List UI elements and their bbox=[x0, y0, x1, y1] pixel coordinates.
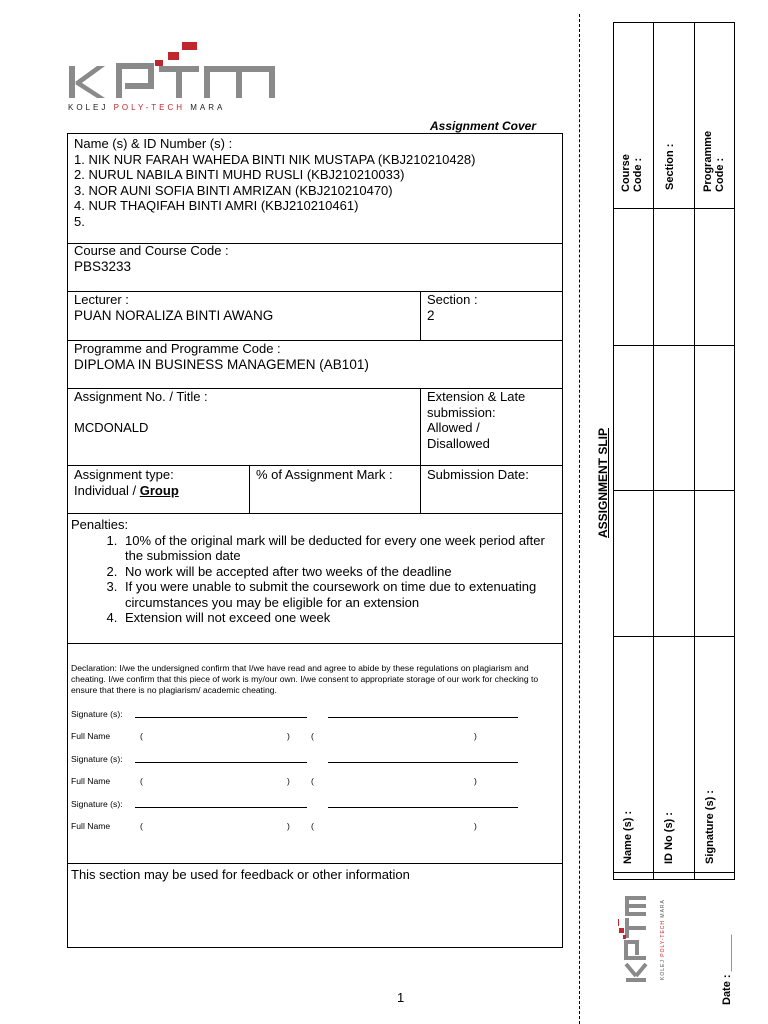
programme-section bbox=[74, 341, 554, 372]
page-number: 1 bbox=[397, 990, 405, 1005]
paren-close: ) bbox=[287, 821, 290, 831]
programme-value: DIPLOMA IN BUSINESS MANAGEMEN (AB101) bbox=[74, 356, 369, 372]
svg-text:KOLEJ POLY-TECH MARA: KOLEJ POLY-TECH MARA bbox=[660, 899, 666, 980]
kptm-logo-small bbox=[618, 896, 672, 982]
mark-cell bbox=[256, 467, 416, 483]
paren-open: ( bbox=[140, 821, 143, 831]
paren-open: ( bbox=[140, 731, 143, 741]
penalties-section bbox=[71, 517, 557, 626]
penalty-item: 4. Extension will not exceed one week bbox=[121, 610, 557, 626]
penalty-item: 3. If you were unable to submit the coursework on time due to extenuating circumstances you may be eligible for an extension bbox=[121, 579, 557, 610]
type-group-selected: Group bbox=[139, 482, 179, 498]
fullname-label-1: Full Name bbox=[71, 731, 111, 741]
course-label: Course and Course Code : bbox=[74, 243, 229, 258]
type-individual: Individual / bbox=[74, 482, 140, 498]
signature-label-2: Signature (s): bbox=[71, 754, 123, 764]
logo-subtitle: KOLEJ POLY-TECH MARA bbox=[68, 103, 226, 112]
course-code: PBS3233 bbox=[74, 258, 132, 274]
declaration-text: Declaration: I/we the undersigned confirm that I/we have read and agree to abide by these regulations on plagiarism and cheating. I/we confirm that this piece of work is my/our own. I/we consent to appropriate storage of our work for checking to ensure that there is no plagiarism/ academic cheating. bbox=[71, 663, 539, 695]
signature-label-3: Signature (s): bbox=[71, 799, 123, 809]
submission-date-cell bbox=[427, 467, 557, 483]
slip-id-label: ID No (s) : bbox=[663, 812, 675, 864]
paren-open: ( bbox=[140, 776, 143, 786]
paren-close: ) bbox=[287, 731, 290, 741]
assignment-section bbox=[74, 389, 414, 435]
paren-close: ) bbox=[474, 731, 477, 741]
assignment-cover-title: Assignment Cover bbox=[430, 119, 537, 133]
student-name-3: 3. NOR AUNI SOFIA BINTI AMRIZAN (KBJ210210470) bbox=[74, 182, 393, 198]
section-value: 2 bbox=[427, 307, 435, 323]
cut-line bbox=[579, 14, 580, 1024]
assignment-type-cell bbox=[74, 467, 244, 498]
paren-close: ) bbox=[287, 776, 290, 786]
section-cell bbox=[427, 292, 557, 323]
paren-close: ) bbox=[474, 776, 477, 786]
extension-line-1: Extension & Late bbox=[427, 389, 526, 404]
extension-disallowed: Disallowed bbox=[427, 435, 490, 451]
slip-section-label: Section : bbox=[664, 143, 676, 190]
paren-open: ( bbox=[311, 821, 314, 831]
programme-label: Programme and Programme Code : bbox=[74, 341, 281, 356]
names-section bbox=[74, 136, 554, 229]
course-section bbox=[74, 243, 554, 274]
penalty-item: 2. No work will be accepted after two weeks of the deadline bbox=[121, 564, 557, 580]
lecturer-section bbox=[74, 292, 414, 323]
section-label: Section : bbox=[427, 292, 478, 307]
extension-cell bbox=[427, 389, 557, 451]
paren-open: ( bbox=[311, 731, 314, 741]
slip-date-label: Date : ______ bbox=[721, 934, 733, 1005]
extension-allowed: Allowed / bbox=[427, 420, 480, 435]
penalty-item: 1. 10% of the original mark will be deducted for every one week period after the submission date bbox=[121, 533, 557, 564]
assignment-label: Assignment No. / Title : bbox=[74, 389, 208, 404]
student-name-1: 1. NIK NUR FARAH WAHEDA BINTI NIK MUSTAPA (KBJ210210428) bbox=[74, 151, 476, 167]
slip-course-code-label: Course Code : bbox=[620, 154, 644, 192]
student-name-2: 2. NURUL NABILA BINTI MUHD RUSLI (KBJ210210033) bbox=[74, 167, 405, 182]
extension-line-2: submission: bbox=[427, 404, 496, 420]
paren-close: ) bbox=[474, 821, 477, 831]
signature-label-1: Signature (s): bbox=[71, 709, 123, 719]
assignment-slip-title: ASSIGNMENT SLIP bbox=[596, 427, 610, 538]
fullname-label-3: Full Name bbox=[71, 821, 111, 831]
student-name-4: 4. NUR THAQIFAH BINTI AMRI (KBJ210210461) bbox=[74, 198, 359, 213]
slip-programme-code-label: Programme Code : bbox=[702, 130, 726, 192]
paren-open: ( bbox=[311, 776, 314, 786]
names-label: Name (s) & ID Number (s) : bbox=[74, 136, 233, 151]
mark-label: % of Assignment Mark : bbox=[256, 467, 393, 482]
slip-signature-label: Signature (s) : bbox=[704, 790, 716, 864]
fullname-label-2: Full Name bbox=[71, 776, 111, 786]
assignment-type-label: Assignment type: bbox=[74, 467, 174, 482]
penalties-label: Penalties: bbox=[71, 517, 129, 532]
lecturer-name: PUAN NORALIZA BINTI AWANG bbox=[74, 307, 274, 323]
slip-name-label: Name (s) : bbox=[622, 810, 634, 864]
student-name-5: 5. bbox=[74, 213, 85, 229]
feedback-text: This section may be used for feedback or other information bbox=[71, 867, 410, 882]
assignment-title: MCDONALD bbox=[74, 419, 149, 435]
submission-date-label: Submission Date: bbox=[427, 467, 529, 482]
lecturer-label: Lecturer : bbox=[74, 292, 129, 307]
